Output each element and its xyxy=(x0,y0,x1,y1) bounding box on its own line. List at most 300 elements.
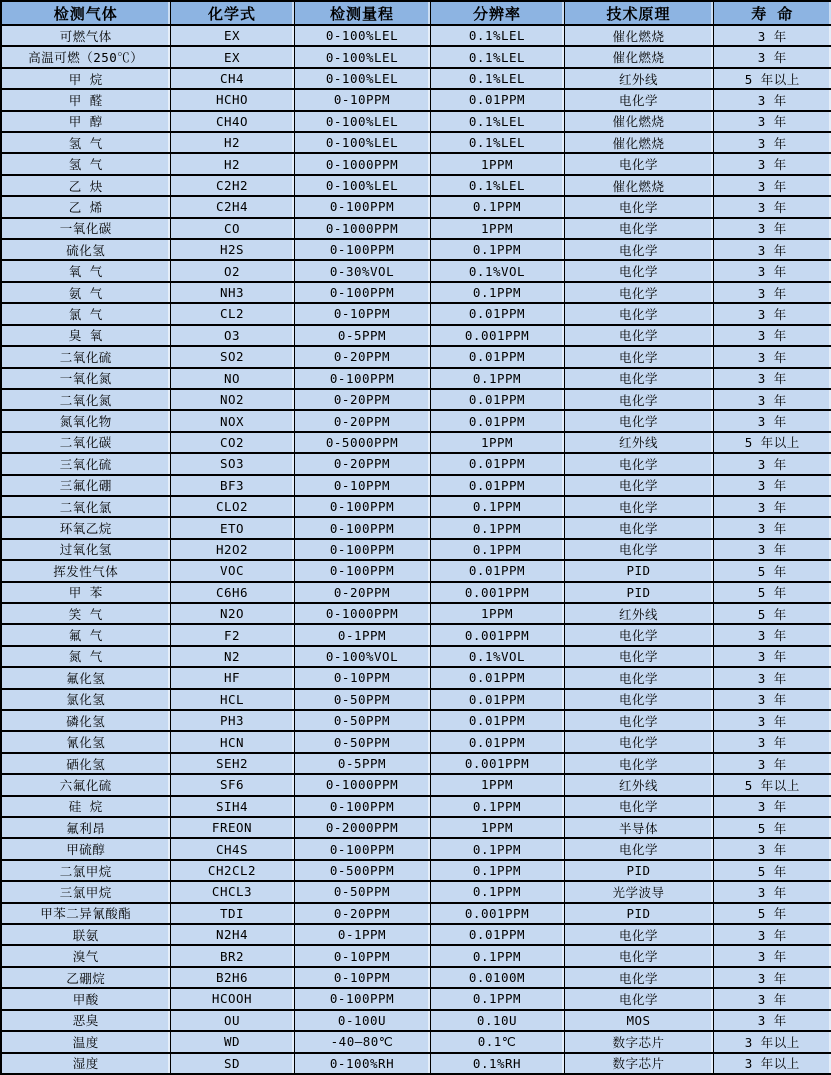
cell-range: 0-1PPM xyxy=(294,924,430,945)
table-row xyxy=(1,46,831,67)
table-row xyxy=(1,239,831,260)
cell-principle: 电化学 xyxy=(564,239,713,260)
cell-principle: 电化学 xyxy=(564,796,713,817)
cell-gas: 一氧化碳 xyxy=(1,218,170,239)
table-row xyxy=(1,68,831,89)
table-row xyxy=(1,860,831,881)
cell-resolution: 0.1PPM xyxy=(430,196,564,217)
cell-gas: 恶臭 xyxy=(1,1010,170,1031)
cell-principle: PID xyxy=(564,582,713,603)
cell-resolution: 0.1PPM xyxy=(430,860,564,881)
cell-lifespan: 3 年 xyxy=(713,624,831,645)
table-row xyxy=(1,389,831,410)
table-row xyxy=(1,945,831,966)
table-row xyxy=(1,325,831,346)
cell-range: 0-500PPM xyxy=(294,860,430,881)
cell-range: 0-5PPM xyxy=(294,753,430,774)
table-row xyxy=(1,667,831,688)
cell-principle: 电化学 xyxy=(564,517,713,538)
cell-range: 0-10PPM xyxy=(294,967,430,988)
cell-lifespan: 3 年 xyxy=(713,796,831,817)
cell-principle: 数字芯片 xyxy=(564,1031,713,1052)
cell-resolution: 0.1PPM xyxy=(430,517,564,538)
cell-principle: 电化学 xyxy=(564,475,713,496)
cell-principle: 电化学 xyxy=(564,260,713,281)
cell-principle: 半导体 xyxy=(564,817,713,838)
header-cell-formula: 化学式 xyxy=(170,1,294,25)
cell-range: 0-100PPM xyxy=(294,282,430,303)
table-row xyxy=(1,453,831,474)
cell-gas: 二氧化氯 xyxy=(1,496,170,517)
table-row xyxy=(1,988,831,1009)
cell-gas: 氮 气 xyxy=(1,646,170,667)
cell-gas: 甲硫醇 xyxy=(1,838,170,859)
cell-resolution: 0.1%VOL xyxy=(430,646,564,667)
table-row xyxy=(1,282,831,303)
cell-resolution: 0.01PPM xyxy=(430,560,564,581)
cell-lifespan: 3 年 xyxy=(713,282,831,303)
cell-resolution: 0.1%LEL xyxy=(430,111,564,132)
cell-principle: 催化燃烧 xyxy=(564,132,713,153)
cell-gas: 甲 醛 xyxy=(1,89,170,110)
cell-range: 0-5PPM xyxy=(294,325,430,346)
cell-principle: 电化学 xyxy=(564,945,713,966)
cell-resolution: 0.01PPM xyxy=(430,389,564,410)
cell-gas: 笑 气 xyxy=(1,603,170,624)
cell-gas: 硒化氢 xyxy=(1,753,170,774)
cell-principle: 电化学 xyxy=(564,196,713,217)
cell-formula: WD xyxy=(170,1031,294,1052)
cell-lifespan: 3 年 xyxy=(713,25,831,46)
cell-range: 0-2000PPM xyxy=(294,817,430,838)
table-row xyxy=(1,774,831,795)
cell-lifespan: 3 年 xyxy=(713,175,831,196)
table-row xyxy=(1,560,831,581)
table-row xyxy=(1,196,831,217)
cell-principle: 电化学 xyxy=(564,325,713,346)
cell-gas: 乙 炔 xyxy=(1,175,170,196)
header-cell-lifespan: 寿 命 xyxy=(713,1,831,25)
cell-gas: 氯化氢 xyxy=(1,689,170,710)
cell-lifespan: 3 年 xyxy=(713,496,831,517)
cell-range: 0-50PPM xyxy=(294,689,430,710)
cell-resolution: 1PPM xyxy=(430,603,564,624)
cell-formula: EX xyxy=(170,25,294,46)
cell-range: 0-100%LEL xyxy=(294,111,430,132)
cell-range: 0-100%LEL xyxy=(294,132,430,153)
cell-principle: 电化学 xyxy=(564,453,713,474)
cell-resolution: 0.01PPM xyxy=(430,689,564,710)
cell-lifespan: 3 年 xyxy=(713,988,831,1009)
cell-principle: MOS xyxy=(564,1010,713,1031)
cell-formula: HCOOH xyxy=(170,988,294,1009)
cell-principle: 红外线 xyxy=(564,774,713,795)
cell-range: 0-20PPM xyxy=(294,346,430,367)
cell-principle: 电化学 xyxy=(564,753,713,774)
cell-lifespan: 5 年以上 xyxy=(713,432,831,453)
cell-range: 0-100PPM xyxy=(294,196,430,217)
cell-formula: BR2 xyxy=(170,945,294,966)
table-row xyxy=(1,111,831,132)
cell-lifespan: 3 年 xyxy=(713,132,831,153)
cell-resolution: 0.1℃ xyxy=(430,1031,564,1052)
cell-resolution: 0.001PPM xyxy=(430,624,564,645)
cell-formula: BF3 xyxy=(170,475,294,496)
table-row xyxy=(1,1010,831,1031)
table-body xyxy=(1,25,831,1074)
cell-formula: CH4 xyxy=(170,68,294,89)
table-row xyxy=(1,539,831,560)
cell-range: -40—80℃ xyxy=(294,1031,430,1052)
table-row xyxy=(1,624,831,645)
cell-principle: PID xyxy=(564,560,713,581)
cell-resolution: 0.1PPM xyxy=(430,282,564,303)
cell-range: 0-20PPM xyxy=(294,582,430,603)
cell-resolution: 0.01PPM xyxy=(430,924,564,945)
cell-formula: CH4S xyxy=(170,838,294,859)
cell-resolution: 1PPM xyxy=(430,432,564,453)
cell-range: 0-20PPM xyxy=(294,410,430,431)
cell-lifespan: 3 年 xyxy=(713,89,831,110)
cell-lifespan: 3 年 xyxy=(713,945,831,966)
cell-resolution: 0.0100M xyxy=(430,967,564,988)
cell-gas: 氰化氢 xyxy=(1,731,170,752)
cell-principle: 电化学 xyxy=(564,988,713,1009)
cell-range: 0-1000PPM xyxy=(294,218,430,239)
cell-resolution: 0.01PPM xyxy=(430,731,564,752)
cell-lifespan: 3 年 xyxy=(713,303,831,324)
table-row xyxy=(1,432,831,453)
cell-resolution: 0.01PPM xyxy=(430,667,564,688)
table-row xyxy=(1,731,831,752)
cell-gas: 甲 苯 xyxy=(1,582,170,603)
cell-principle: 催化燃烧 xyxy=(564,111,713,132)
cell-range: 0-100%LEL xyxy=(294,25,430,46)
cell-lifespan: 3 年 xyxy=(713,881,831,902)
cell-lifespan: 3 年 xyxy=(713,475,831,496)
cell-resolution: 0.1PPM xyxy=(430,368,564,389)
cell-range: 0-10PPM xyxy=(294,89,430,110)
cell-formula: H2 xyxy=(170,153,294,174)
cell-lifespan: 3 年 xyxy=(713,218,831,239)
cell-lifespan: 3 年 xyxy=(713,410,831,431)
cell-formula: NH3 xyxy=(170,282,294,303)
cell-gas: 高温可燃（250℃） xyxy=(1,46,170,67)
cell-gas: 氮氧化物 xyxy=(1,410,170,431)
cell-formula: CO xyxy=(170,218,294,239)
cell-principle: 电化学 xyxy=(564,646,713,667)
table-header xyxy=(1,1,831,25)
cell-lifespan: 3 年 xyxy=(713,346,831,367)
cell-range: 0-50PPM xyxy=(294,710,430,731)
header-cell-range: 检测量程 xyxy=(294,1,430,25)
cell-principle: 红外线 xyxy=(564,603,713,624)
cell-resolution: 0.001PPM xyxy=(430,753,564,774)
cell-resolution: 0.1%LEL xyxy=(430,25,564,46)
table-row xyxy=(1,817,831,838)
cell-principle: 电化学 xyxy=(564,624,713,645)
cell-formula: NOX xyxy=(170,410,294,431)
cell-gas: 二氧化碳 xyxy=(1,432,170,453)
table-row xyxy=(1,924,831,945)
cell-gas: 甲苯二异氰酸酯 xyxy=(1,903,170,924)
cell-gas: 乙 烯 xyxy=(1,196,170,217)
cell-formula: TDI xyxy=(170,903,294,924)
cell-formula: O3 xyxy=(170,325,294,346)
cell-formula: C6H6 xyxy=(170,582,294,603)
cell-lifespan: 5 年 xyxy=(713,603,831,624)
cell-range: 0-100PPM xyxy=(294,796,430,817)
cell-resolution: 1PPM xyxy=(430,153,564,174)
table-row xyxy=(1,25,831,46)
cell-formula: N2H4 xyxy=(170,924,294,945)
header-cell-principle: 技术原理 xyxy=(564,1,713,25)
cell-resolution: 0.1%RH xyxy=(430,1053,564,1075)
cell-range: 0-100PPM xyxy=(294,560,430,581)
cell-principle: 电化学 xyxy=(564,539,713,560)
cell-principle: 光学波导 xyxy=(564,881,713,902)
cell-resolution: 0.1PPM xyxy=(430,496,564,517)
cell-formula: SIH4 xyxy=(170,796,294,817)
cell-range: 0-5000PPM xyxy=(294,432,430,453)
cell-resolution: 0.001PPM xyxy=(430,325,564,346)
cell-range: 0-50PPM xyxy=(294,731,430,752)
cell-lifespan: 5 年 xyxy=(713,560,831,581)
cell-gas: 甲 烷 xyxy=(1,68,170,89)
cell-range: 0-20PPM xyxy=(294,453,430,474)
cell-formula: OU xyxy=(170,1010,294,1031)
cell-gas: 三氧化硫 xyxy=(1,453,170,474)
cell-formula: CH4O xyxy=(170,111,294,132)
cell-gas: 氟 气 xyxy=(1,624,170,645)
cell-formula: HCL xyxy=(170,689,294,710)
cell-range: 0-10PPM xyxy=(294,945,430,966)
cell-gas: 六氟化硫 xyxy=(1,774,170,795)
cell-range: 0-100PPM xyxy=(294,368,430,389)
cell-lifespan: 3 年 xyxy=(713,517,831,538)
cell-range: 0-10PPM xyxy=(294,303,430,324)
cell-resolution: 0.001PPM xyxy=(430,903,564,924)
cell-principle: 电化学 xyxy=(564,303,713,324)
cell-formula: CH2CL2 xyxy=(170,860,294,881)
cell-principle: 电化学 xyxy=(564,838,713,859)
cell-gas: 环氧乙烷 xyxy=(1,517,170,538)
table-row xyxy=(1,218,831,239)
cell-gas: 乙硼烷 xyxy=(1,967,170,988)
cell-resolution: 0.1PPM xyxy=(430,945,564,966)
cell-gas: 氢 气 xyxy=(1,153,170,174)
cell-principle: 电化学 xyxy=(564,389,713,410)
table-row xyxy=(1,1031,831,1052)
cell-resolution: 0.1%LEL xyxy=(430,68,564,89)
cell-range: 0-100%LEL xyxy=(294,46,430,67)
cell-principle: 电化学 xyxy=(564,410,713,431)
cell-lifespan: 3 年 xyxy=(713,453,831,474)
cell-resolution: 0.1PPM xyxy=(430,838,564,859)
header-cell-resolution: 分辨率 xyxy=(430,1,564,25)
cell-principle: 电化学 xyxy=(564,496,713,517)
cell-range: 0-50PPM xyxy=(294,881,430,902)
cell-lifespan: 3 年 xyxy=(713,153,831,174)
cell-resolution: 0.1%LEL xyxy=(430,46,564,67)
cell-range: 0-1000PPM xyxy=(294,774,430,795)
cell-gas: 挥发性气体 xyxy=(1,560,170,581)
cell-gas: 甲 醇 xyxy=(1,111,170,132)
cell-resolution: 1PPM xyxy=(430,218,564,239)
cell-lifespan: 3 年 xyxy=(713,667,831,688)
cell-gas: 三氯甲烷 xyxy=(1,881,170,902)
cell-lifespan: 3 年 xyxy=(713,239,831,260)
cell-lifespan: 3 年 xyxy=(713,389,831,410)
cell-formula: SO2 xyxy=(170,346,294,367)
cell-lifespan: 3 年 xyxy=(713,46,831,67)
cell-gas: 氯 气 xyxy=(1,303,170,324)
cell-formula: H2 xyxy=(170,132,294,153)
cell-lifespan: 3 年 xyxy=(713,710,831,731)
cell-formula: HCN xyxy=(170,731,294,752)
header-cell-gas: 检测气体 xyxy=(1,1,170,25)
cell-formula: VOC xyxy=(170,560,294,581)
cell-formula: CHCL3 xyxy=(170,881,294,902)
cell-lifespan: 3 年 xyxy=(713,196,831,217)
table-row xyxy=(1,260,831,281)
cell-lifespan: 3 年 xyxy=(713,689,831,710)
cell-principle: 催化燃烧 xyxy=(564,25,713,46)
cell-principle: 电化学 xyxy=(564,282,713,303)
cell-resolution: 0.01PPM xyxy=(430,710,564,731)
cell-principle: 电化学 xyxy=(564,689,713,710)
cell-principle: 电化学 xyxy=(564,89,713,110)
cell-range: 0-100PPM xyxy=(294,239,430,260)
cell-lifespan: 5 年 xyxy=(713,817,831,838)
cell-range: 0-20PPM xyxy=(294,389,430,410)
table-row xyxy=(1,646,831,667)
table-row xyxy=(1,496,831,517)
cell-range: 0-100%RH xyxy=(294,1053,430,1075)
cell-formula: B2H6 xyxy=(170,967,294,988)
cell-gas: 二氯甲烷 xyxy=(1,860,170,881)
cell-gas: 硫化氢 xyxy=(1,239,170,260)
cell-resolution: 0.1PPM xyxy=(430,796,564,817)
table-row xyxy=(1,410,831,431)
cell-lifespan: 3 年 xyxy=(713,1010,831,1031)
cell-principle: 电化学 xyxy=(564,667,713,688)
table-row xyxy=(1,838,831,859)
cell-gas: 氟利昂 xyxy=(1,817,170,838)
cell-range: 0-100%LEL xyxy=(294,68,430,89)
cell-resolution: 0.001PPM xyxy=(430,582,564,603)
cell-formula: SF6 xyxy=(170,774,294,795)
cell-resolution: 0.01PPM xyxy=(430,303,564,324)
cell-gas: 可燃气体 xyxy=(1,25,170,46)
cell-formula: O2 xyxy=(170,260,294,281)
cell-principle: 电化学 xyxy=(564,218,713,239)
table-row xyxy=(1,517,831,538)
table-row xyxy=(1,175,831,196)
cell-resolution: 0.01PPM xyxy=(430,410,564,431)
cell-resolution: 0.1%LEL xyxy=(430,132,564,153)
cell-range: 0-1PPM xyxy=(294,624,430,645)
cell-lifespan: 5 年 xyxy=(713,582,831,603)
cell-lifespan: 5 年 xyxy=(713,903,831,924)
cell-principle: PID xyxy=(564,860,713,881)
table-row xyxy=(1,582,831,603)
cell-formula: CO2 xyxy=(170,432,294,453)
cell-gas: 过氧化氢 xyxy=(1,539,170,560)
cell-resolution: 0.1PPM xyxy=(430,881,564,902)
cell-gas: 温度 xyxy=(1,1031,170,1052)
cell-range: 0-100PPM xyxy=(294,517,430,538)
table-row xyxy=(1,753,831,774)
cell-range: 0-100PPM xyxy=(294,539,430,560)
cell-formula: CLO2 xyxy=(170,496,294,517)
cell-formula: H2O2 xyxy=(170,539,294,560)
cell-gas: 氢 气 xyxy=(1,132,170,153)
cell-principle: 电化学 xyxy=(564,368,713,389)
cell-range: 0-100PPM xyxy=(294,988,430,1009)
cell-resolution: 0.01PPM xyxy=(430,453,564,474)
table-row xyxy=(1,153,831,174)
cell-range: 0-20PPM xyxy=(294,903,430,924)
cell-principle: PID xyxy=(564,903,713,924)
cell-formula: HCHO xyxy=(170,89,294,110)
cell-lifespan: 3 年 xyxy=(713,731,831,752)
cell-range: 0-10PPM xyxy=(294,667,430,688)
header-row xyxy=(1,1,831,25)
cell-range: 0-100PPM xyxy=(294,838,430,859)
cell-formula: FREON xyxy=(170,817,294,838)
cell-lifespan: 3 年 xyxy=(713,539,831,560)
cell-range: 0-100%VOL xyxy=(294,646,430,667)
cell-lifespan: 3 年 xyxy=(713,838,831,859)
cell-gas: 一氧化氮 xyxy=(1,368,170,389)
cell-principle: 数字芯片 xyxy=(564,1053,713,1075)
cell-formula: SO3 xyxy=(170,453,294,474)
cell-gas: 氧 气 xyxy=(1,260,170,281)
cell-principle: 催化燃烧 xyxy=(564,175,713,196)
cell-principle: 电化学 xyxy=(564,924,713,945)
cell-formula: SD xyxy=(170,1053,294,1075)
cell-range: 0-100PPM xyxy=(294,496,430,517)
cell-gas: 二氧化氮 xyxy=(1,389,170,410)
cell-principle: 电化学 xyxy=(564,967,713,988)
cell-gas: 磷化氢 xyxy=(1,710,170,731)
cell-range: 0-1000PPM xyxy=(294,153,430,174)
cell-principle: 电化学 xyxy=(564,153,713,174)
cell-formula: HF xyxy=(170,667,294,688)
cell-gas: 三氟化硼 xyxy=(1,475,170,496)
cell-principle: 电化学 xyxy=(564,731,713,752)
cell-lifespan: 3 年 xyxy=(713,260,831,281)
table-row xyxy=(1,967,831,988)
cell-range: 0-30%VOL xyxy=(294,260,430,281)
table-row xyxy=(1,475,831,496)
table-row xyxy=(1,89,831,110)
cell-lifespan: 3 年以上 xyxy=(713,1053,831,1075)
table-row xyxy=(1,368,831,389)
cell-principle: 电化学 xyxy=(564,710,713,731)
cell-resolution: 0.10U xyxy=(430,1010,564,1031)
cell-lifespan: 5 年以上 xyxy=(713,774,831,795)
cell-lifespan: 3 年 xyxy=(713,111,831,132)
table-row xyxy=(1,346,831,367)
cell-formula: N2O xyxy=(170,603,294,624)
cell-gas: 甲酸 xyxy=(1,988,170,1009)
cell-gas: 联氨 xyxy=(1,924,170,945)
cell-formula: F2 xyxy=(170,624,294,645)
cell-lifespan: 5 年 xyxy=(713,860,831,881)
cell-range: 0-10PPM xyxy=(294,475,430,496)
